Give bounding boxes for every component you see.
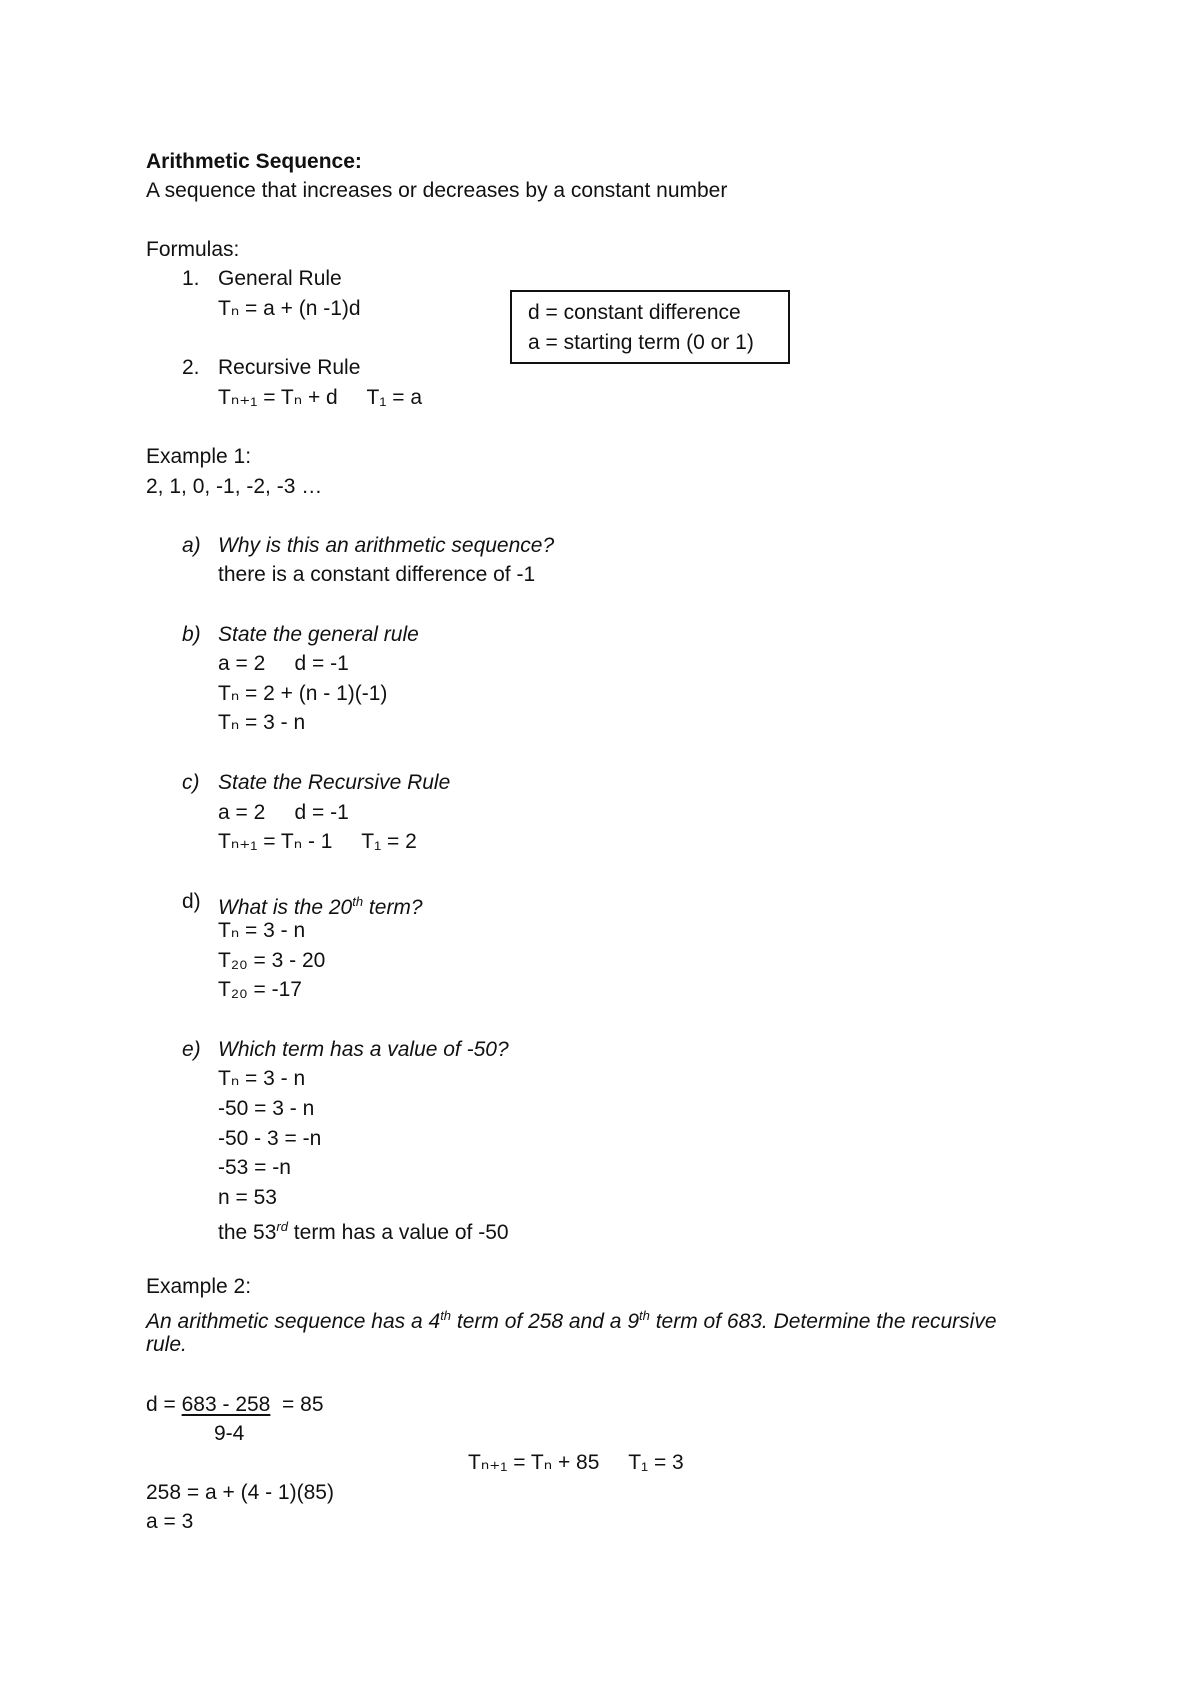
answer-e-line-2: -50 = 3 - n [218, 1097, 315, 1120]
answer-b-line-1: a = 2 d = -1 [218, 652, 349, 675]
recursive-rule-label: Recursive Rule [218, 356, 361, 379]
question-d-text-end: term? [363, 895, 423, 919]
question-a-letter: a) [182, 534, 201, 557]
answer-a: there is a constant difference of -1 [218, 563, 536, 586]
d-prefix: d = [146, 1393, 182, 1416]
question-b-letter: b) [182, 623, 201, 646]
d-calculation [146, 1392, 324, 1418]
answer-e-line-6-start: the 53 [218, 1220, 277, 1244]
formulas-heading: Formulas: [146, 238, 240, 261]
answer-b-line-2: Tₙ = 2 + (n - 1)(-1) [218, 682, 388, 705]
example-1-heading: Example 1: [146, 445, 252, 468]
question-d-text-main: What is the 20 [218, 895, 353, 919]
a-equation-1: 258 = a + (4 - 1)(85) [146, 1481, 334, 1504]
definition-text: A sequence that increases or decreases by a constant number [146, 179, 728, 202]
example-2-heading: Example 2: [146, 1275, 252, 1298]
answer-e-line-4: -53 = -n [218, 1156, 291, 1179]
question-a-text: Why is this an arithmetic sequence? [218, 534, 555, 557]
problem-part-1: An arithmetic sequence has a 4 [146, 1309, 441, 1333]
formula-2-number: 2. [182, 356, 200, 379]
d-result: = 85 [270, 1393, 324, 1416]
question-d-letter: d) [182, 890, 201, 913]
question-e-letter: e) [182, 1038, 201, 1061]
question-d-text [218, 889, 423, 921]
problem-ordinal-1: th [440, 1308, 452, 1323]
d-numerator: 683 - 258 [181, 1393, 271, 1416]
answer-e-line-5: n = 53 [218, 1186, 277, 1209]
answer-c-line-2: Tₙ₊₁ = Tₙ - 1 T₁ = 2 [218, 830, 417, 853]
recursive-rule-formula: Tₙ₊₁ = Tₙ + d T₁ = a [218, 386, 423, 409]
question-e-text: Which term has a value of -50? [218, 1038, 509, 1061]
answer-e-line-6-end: term has a value of -50 [287, 1220, 509, 1244]
answer-e-line-6 [218, 1214, 509, 1246]
question-c-text: State the Recursive Rule [218, 771, 451, 794]
a-equation-2: a = 3 [146, 1510, 194, 1533]
question-d-ordinal: th [352, 894, 364, 909]
definitions-box [510, 290, 790, 364]
answer-d-line-2: T₂₀ = 3 - 20 [218, 949, 326, 972]
answer-e-line-3: -50 - 3 = -n [218, 1127, 322, 1150]
answer-d-line-3: T₂₀ = -17 [218, 978, 302, 1001]
page-title: Arithmetic Sequence: [146, 150, 362, 173]
answer-c-line-1: a = 2 d = -1 [218, 801, 349, 824]
example-2-problem-line-1 [146, 1303, 997, 1335]
answer-e-line-1: Tₙ = 3 - n [218, 1067, 306, 1090]
example-1-sequence: 2, 1, 0, -1, -2, -3 … [146, 475, 323, 498]
problem-part-2: term of 258 and a 9 [451, 1309, 640, 1333]
general-rule-formula: Tₙ = a + (n -1)d [218, 297, 361, 320]
formula-1-number: 1. [182, 267, 200, 290]
general-rule-label: General Rule [218, 267, 342, 290]
question-c-letter: c) [182, 771, 200, 794]
answer-d-line-1: Tₙ = 3 - n [218, 919, 306, 942]
d-denominator: 9-4 [214, 1422, 245, 1445]
example-2-problem-line-2: rule. [146, 1333, 187, 1356]
question-b-text: State the general rule [218, 623, 419, 646]
box-line-a: a = starting term (0 or 1) [528, 331, 754, 354]
answer-b-line-3: Tₙ = 3 - n [218, 711, 306, 734]
problem-ordinal-2: th [639, 1308, 650, 1323]
recursive-rule-answer: Tₙ₊₁ = Tₙ + 85 T₁ = 3 [468, 1451, 684, 1474]
problem-part-3: term of 683. Determine the recursive [649, 1309, 997, 1333]
box-line-d: d = constant difference [528, 301, 741, 324]
answer-e-ordinal: rd [276, 1219, 288, 1234]
